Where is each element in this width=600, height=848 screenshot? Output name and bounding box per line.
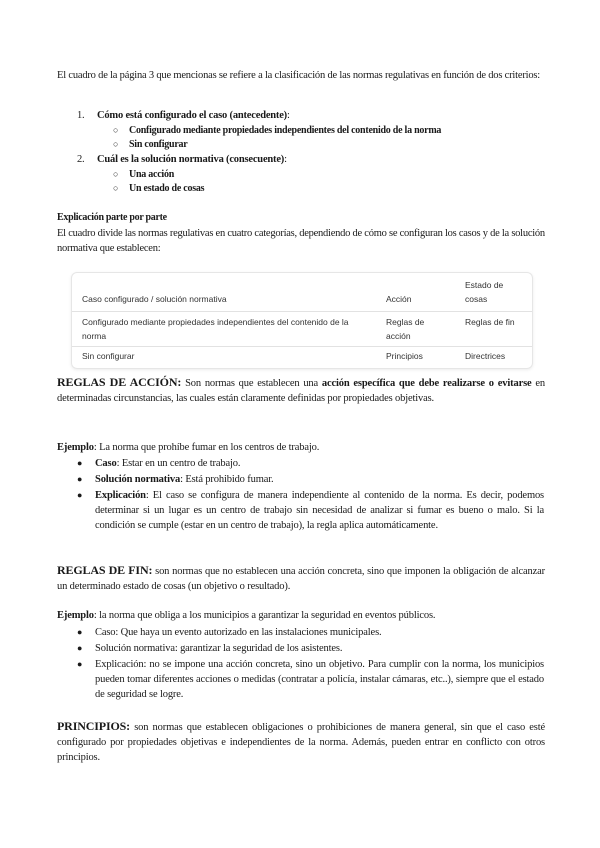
- list-item: ● Solución normativa: garantizar la seguridad de los asistentes.: [77, 643, 343, 654]
- reglas-accion-title: REGLAS DE ACCIÓN:: [57, 375, 182, 389]
- criterion-number: 1.: [77, 110, 85, 121]
- list-item: ● Solución normativa: Está prohibido fumar.: [77, 474, 274, 485]
- list-item: ● Explicación: no se impone una acción concreta, sino un objetivo. Para cumplir con la norma, los municipios pueden tomar diferentes acciones o medidas (contratar a policía, instalar cámaras, etc..), siempre que el estado de seguridad se logre.: [77, 659, 544, 700]
- hollow-bullet-icon: ○: [113, 183, 119, 193]
- hollow-bullet-icon: ○: [113, 169, 119, 179]
- list-item: ● Caso: Que haya un evento autorizado en las instalaciones municipales.: [77, 627, 382, 638]
- table-cell: Reglas de acción: [386, 317, 425, 341]
- table-header: Estado de cosas: [465, 280, 504, 304]
- ejemplo-1: Ejemplo: La norma que prohíbe fumar en los centros de trabajo.: [57, 442, 320, 453]
- table-cell: Configurado mediante propiedades independientes del contenido de la norma: [82, 317, 349, 341]
- ejemplo-2: Ejemplo: la norma que obliga a los municipios a garantizar la seguridad en eventos públicos.: [57, 610, 436, 621]
- intro-paragraph: El cuadro de la página 3 que mencionas se refiere a la clasificación de las normas regulativas en función de dos criterios:: [57, 70, 540, 81]
- table-cell: Sin configurar: [82, 351, 135, 361]
- sub-item: ○ Configurado mediante propiedades independientes del contenido de la norma: [113, 125, 442, 136]
- table-header: Caso configurado / solución normativa: [82, 294, 227, 304]
- bullet-icon: ●: [77, 659, 83, 669]
- hollow-bullet-icon: ○: [113, 125, 119, 135]
- bullet-icon: ●: [77, 490, 83, 500]
- list-item: ● Caso: Estar en un centro de trabajo.: [77, 458, 241, 469]
- criterion-2: 2. Cuál es la solución normativa (consecuente):: [77, 154, 287, 165]
- principios-paragraph: PRINCIPIOS: son normas que establecen obligaciones o prohibiciones de manera general, sin que el caso esté configurado por propiedades objetivas e independientes de la norma. Además, pueden entrar en conflicto con otros principios.: [57, 719, 545, 763]
- table-divider: [72, 346, 532, 347]
- classification-table: [71, 272, 533, 369]
- criterion-label: Cómo está configurado el caso (antecedente): [97, 110, 287, 121]
- principios-title: PRINCIPIOS:: [57, 719, 131, 733]
- table-divider: [72, 311, 532, 312]
- bullet-icon: ●: [77, 627, 83, 637]
- reglas-accion-paragraph: REGLAS DE ACCIÓN: Son normas que establecen una acción específica que debe realizarse o evitarse en determinadas circunstancias, las cuales están claramente definidas por propiedades objetivas.: [57, 375, 545, 404]
- section-title: Explicación parte por parte: [57, 212, 167, 223]
- section-body: El cuadro divide las normas regulativas en cuatro categorías, dependiendo de cómo se configuran los casos y de la solución normativa que establecen:: [57, 228, 545, 254]
- bullet-icon: ●: [77, 458, 83, 468]
- bullet-icon: ●: [77, 643, 83, 653]
- table-cell: Directrices: [465, 351, 506, 361]
- sub-item: ○ Una acción: [113, 169, 174, 180]
- criterion-label: Cuál es la solución normativa (consecuente): [97, 154, 285, 165]
- reglas-fin-paragraph: REGLAS DE FIN: son normas que no establecen una acción concreta, sino que imponen la obligación de alcanzar un determinado estado de cosas (un objetivo o resultado).: [57, 563, 545, 592]
- hollow-bullet-icon: ○: [113, 139, 119, 149]
- table-header: Acción: [386, 294, 412, 304]
- table-cell: Principios: [386, 351, 423, 361]
- criterion-number: 2.: [77, 154, 85, 165]
- sub-item: ○ Un estado de cosas: [113, 183, 205, 194]
- list-item: ● Explicación: El caso se configura de manera independiente al contenido de la norma. Es decir, podemos determinar si un lugar es un centro de trabajo sin necesidad de analizar si fumar es bueno o malo. Si la condición se cumple (estar en un centro de trabajo), la regla aplica automáticamente.: [77, 490, 544, 531]
- reglas-fin-title: REGLAS DE FIN:: [57, 563, 153, 577]
- bullet-icon: ●: [77, 474, 83, 484]
- sub-item: ○ Sin configurar: [113, 139, 188, 150]
- criterion-1: 1. Cómo está configurado el caso (antecedente):: [77, 110, 290, 121]
- table-cell: Reglas de fin: [465, 317, 515, 327]
